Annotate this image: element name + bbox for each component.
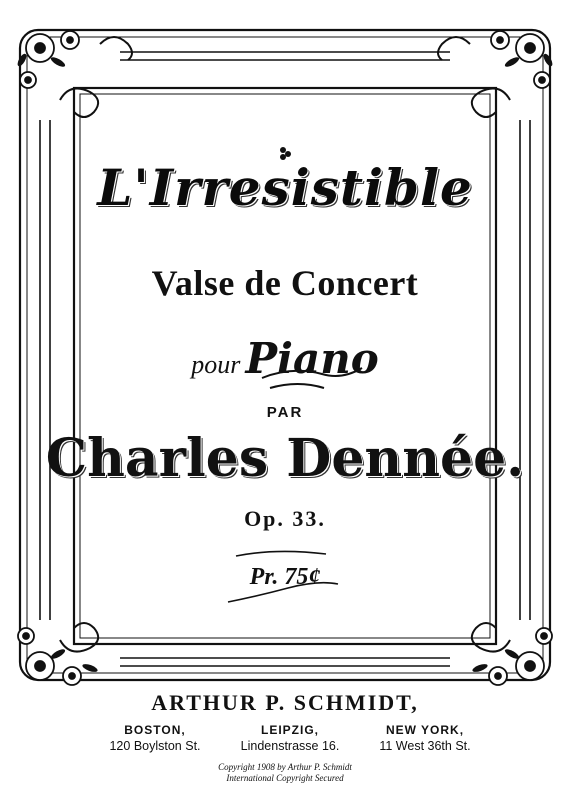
city-name: BOSTON,	[124, 723, 186, 737]
city-address: Lindenstrasse 16.	[240, 739, 340, 753]
pour-word: pour	[191, 350, 241, 379]
piece-title: L'Irresistible	[97, 158, 473, 217]
city-boston	[90, 722, 220, 754]
copyright-line: International Copyright Secured	[226, 773, 344, 783]
publisher-name: ARTHUR P. SCHMIDT,	[151, 690, 419, 715]
city-name: LEIPZIG,	[260, 723, 319, 737]
composer-name: Charles Dennée.	[45, 428, 525, 489]
city-leipzig	[225, 722, 355, 754]
publisher-cities	[90, 722, 490, 754]
city-address: 11 West 36th St.	[379, 739, 471, 753]
opus-number: Op. 33.	[244, 506, 326, 531]
price-label: Pr. 75¢	[249, 564, 321, 590]
instrument-line	[0, 334, 570, 383]
city-address: 120 Boylston St.	[109, 739, 201, 753]
city-name: NEW YORK,	[385, 723, 465, 737]
par-word: PAR	[266, 404, 304, 421]
piece-subtitle: Valse de Concert	[151, 263, 419, 303]
copyright-notice	[0, 762, 570, 784]
copyright-line: Copyright 1908 by Arthur P. Schmidt	[218, 762, 352, 772]
city-new-york	[360, 722, 490, 754]
instrument-name: Piano	[245, 334, 379, 383]
